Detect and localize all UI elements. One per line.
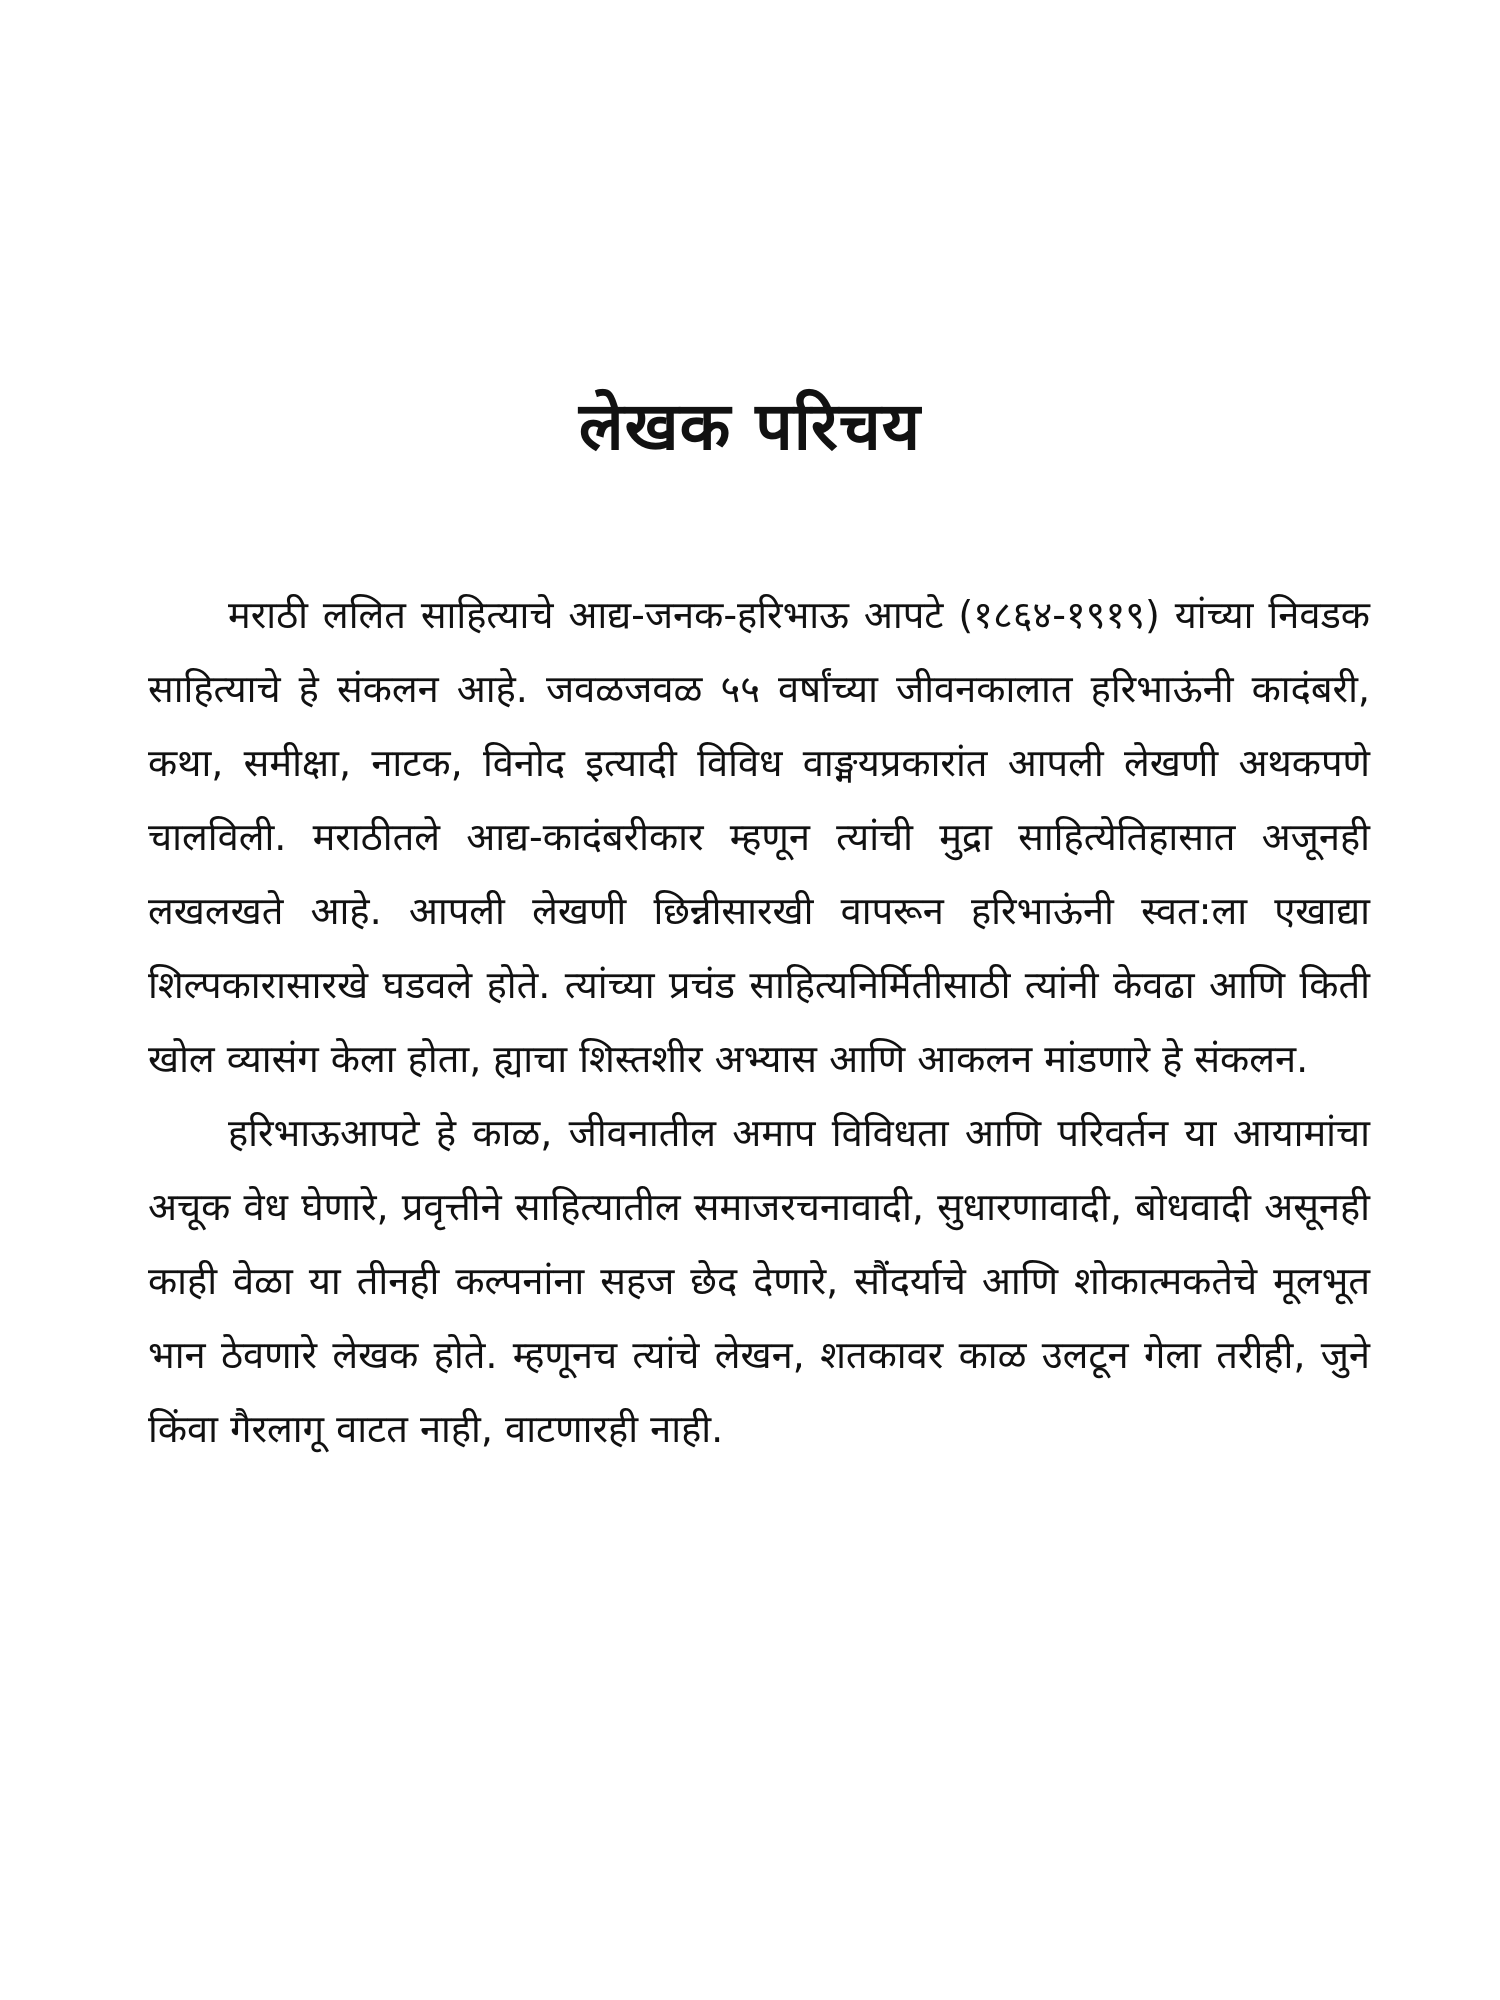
body-text <box>148 578 1370 1466</box>
page-title: लेखक परिचय <box>578 388 922 465</box>
paragraph-2: हरिभाऊआपटे हे काळ, जीवनातील अमाप विविधता आणि परिवर्तन या आयामांचा अचूक वेध घेणारे, प्रवृत्तीने साहित्यातील समाजरचनावादी, सुधारणावादी, बोधवादी असूनही काही वेळा या तीनही कल्पनांना सहज छेद देणारे, सौंदर्याचे आणि शोकात्मकतेचे मूलभूत भान ठेवणारे लेखक होते. म्हणूनच त्यांचे लेखन, शतकावर काळ उलटून गेला तरीही, जुने किंवा गैरलागू वाटत नाही, वाटणारही नाही. <box>148 1111 1370 1451</box>
paragraph-1: मराठी ललित साहित्याचे आद्य-जनक-हरिभाऊ आपटे (१८६४-१९१९) यांच्या निवडक साहित्याचे हे संकलन आहे. जवळजवळ ५५ वर्षांच्या जीवनकालात हरिभाऊंनी कादंबरी, कथा, समीक्षा, नाटक, विनोद इत्यादी विविध वाङ्मयप्रकारांत आपली लेखणी अथकपणे चालविली. मराठीतले आद्य-कादंबरीकार म्हणून त्यांची मुद्रा साहित्येतिहासात अजूनही लखलखते आहे. आपली लेखणी छिन्नीसारखी वापरून हरिभाऊंनी स्वत:ला एखाद्या शिल्पकारासारखे घडवले होते. त्यांच्या प्रचंड साहित्यनिर्मितीसाठी त्यांनी केवढा आणि किती खोल व्यासंग केला होता, ह्याचा शिस्तशीर अभ्यास आणि आकलन मांडणारे हे संकलन. <box>148 593 1370 1081</box>
